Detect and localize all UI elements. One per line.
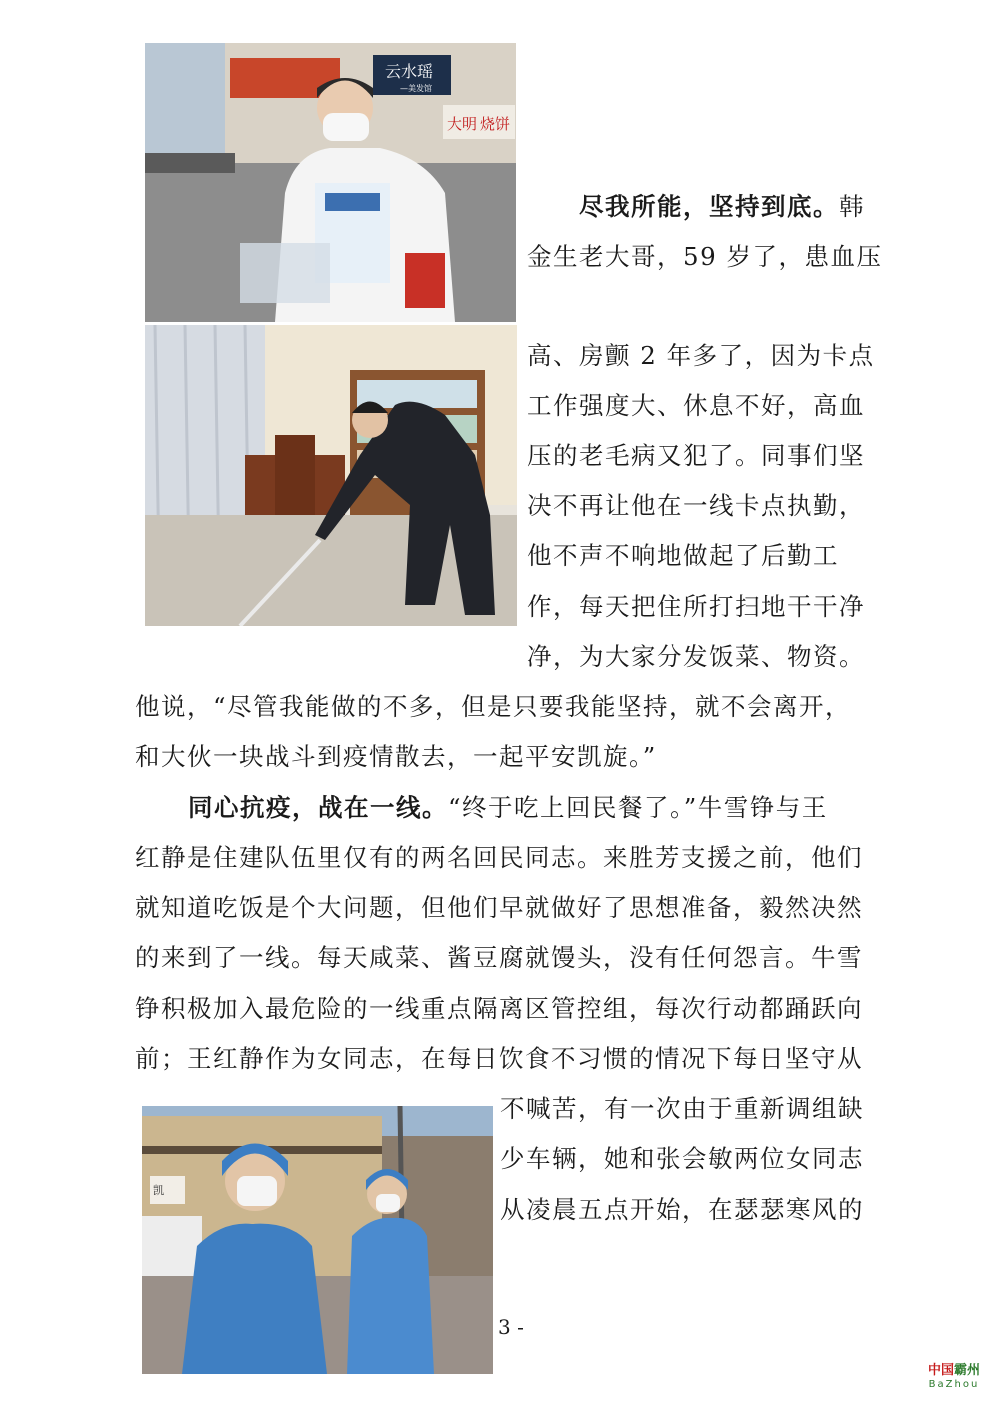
shop-sign-subtext: —美发馆 xyxy=(400,84,432,93)
photo-volunteer-sweeping xyxy=(145,325,517,626)
paragraph-1-line-11: 和大伙一块战斗到疫情散去，一起平安凯旋。” xyxy=(135,742,657,771)
paragraph-1-line-9: 净，为大家分发饭菜、物资。 xyxy=(527,642,865,671)
paragraph-2-line-1: 同心抗疫，战在一线。“终于吃上回民餐了。”牛雪铮与王 xyxy=(188,793,828,822)
shop-sign-red: 大明 xyxy=(447,115,478,133)
paragraph-1-line-10: 他说，“尽管我能做的不多，但是只要我能坚持，就不会离开， xyxy=(135,692,852,721)
paragraph-1-line-6: 决不再让他在一线卡点执勤， xyxy=(527,491,865,520)
photo-volunteer-protective-suit xyxy=(145,43,516,322)
paragraph-1-line-2: 金生老大哥，59 岁了，患血压 xyxy=(527,242,883,271)
photo-sign-text: 凯 xyxy=(153,1184,164,1197)
paragraph-2-line-9: 从凌晨五点开始，在瑟瑟寒风的 xyxy=(500,1195,864,1224)
page-number: 3 - xyxy=(498,1315,524,1339)
paragraph-2-line-7: 不喊苦，有一次由于重新调组缺 xyxy=(500,1094,864,1123)
paragraph-2-line-6: 前；王红静作为女同志，在每日饮食不习惯的情况下每日坚守从 xyxy=(135,1044,863,1073)
paragraph-2-line-2: 红静是住建队伍里仅有的两名回民同志。来胜芳支援之前，他们 xyxy=(135,843,863,872)
paragraph-1-line-7: 他不声不响地做起了后勤工 xyxy=(527,541,839,570)
paragraph-1-line-5: 压的老毛病又犯了。同事们坚 xyxy=(527,441,865,470)
paragraph-2-heading: 同心抗疫，战在一线。 xyxy=(188,793,448,822)
paragraph-1-line-1: 尽我所能，坚持到底。韩 xyxy=(579,192,865,221)
paragraph-1-heading: 尽我所能，坚持到底。 xyxy=(579,192,839,221)
paragraph-1-line-4: 工作强度大、休息不好，高血 xyxy=(527,391,865,420)
paragraph-1-line-3: 高、房颤 2 年多了，因为卡点 xyxy=(527,341,875,370)
paragraph-2-line-4: 的来到了一线。每天咸菜、酱豆腐就馒头，没有任何怨言。牛雪 xyxy=(135,943,863,972)
paragraph-2-line-3: 就知道吃饭是个大问题，但他们早就做好了思想准备，毅然决然 xyxy=(135,893,863,922)
paragraph-2-line-5: 铮积极加入最危险的一线重点隔离区管控组，每次行动都踊跃向 xyxy=(135,994,863,1023)
shop-sign-red-2: 烧饼 xyxy=(480,115,511,133)
photo-female-volunteers xyxy=(142,1106,493,1374)
paragraph-1-line-8: 作，每天把住所打扫地干干净 xyxy=(527,592,865,621)
logo-text-part-1: 中国 xyxy=(927,1363,954,1378)
logo-text-part-2: 霸州 xyxy=(954,1363,981,1378)
paragraph-2-line-8: 少车辆，她和张会敏两位女同志 xyxy=(500,1144,864,1173)
site-logo xyxy=(922,1363,986,1391)
shop-sign-text: 云水瑶 xyxy=(385,62,434,81)
logo-english-text: BaZhou xyxy=(928,1379,980,1390)
